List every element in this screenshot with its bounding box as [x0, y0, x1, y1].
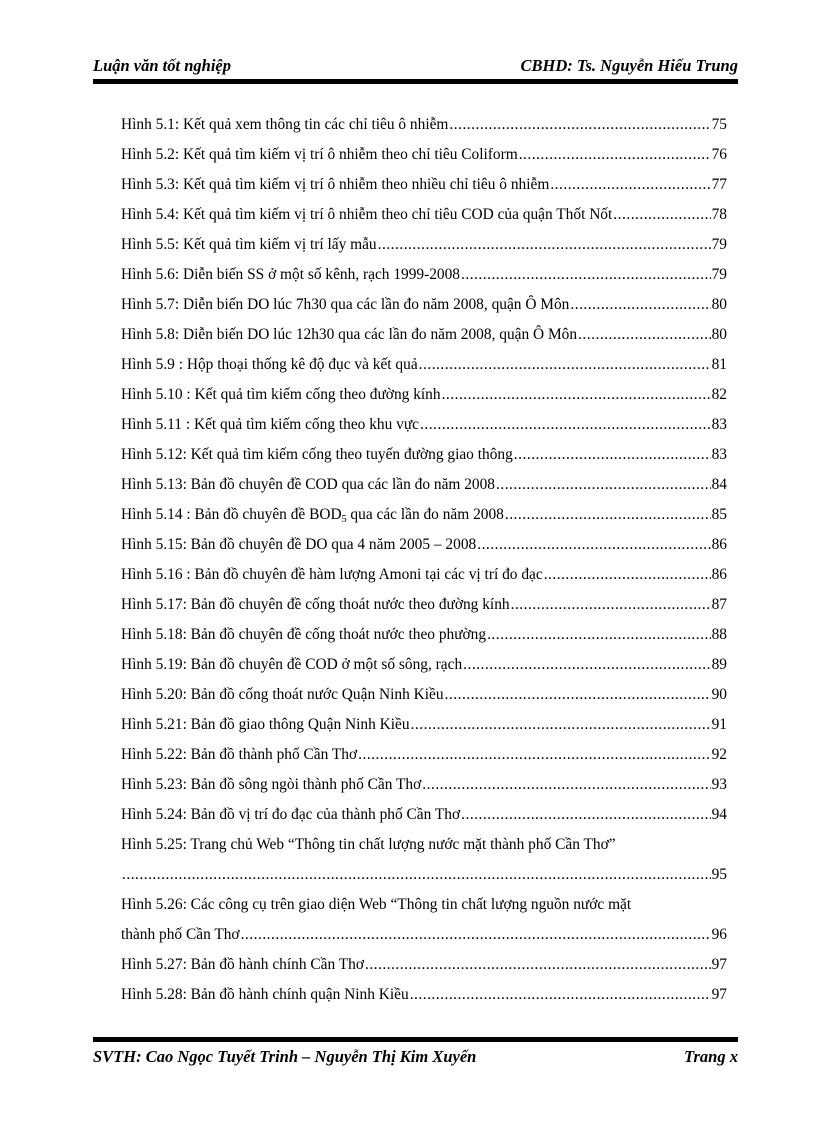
toc-entry [121, 650, 727, 680]
toc-entry-title [121, 620, 486, 650]
toc-entry [121, 800, 727, 830]
toc-entry [121, 770, 727, 800]
toc-entry-title [121, 470, 495, 500]
dot-leader [463, 650, 710, 680]
toc-entry-title-text: Hình 5.1: Kết quả xem thông tin các chỉ tiêu ô nhiễm [121, 116, 449, 133]
toc-entry [121, 290, 727, 320]
toc-entry-title [121, 680, 444, 710]
subscript: 5 [341, 514, 347, 525]
page-header [93, 56, 738, 78]
toc-entry-title [121, 710, 410, 740]
dot-leader [419, 350, 711, 380]
toc-entry-title-text: Hình 5.4: Kết quả tìm kiếm vị trí ô nhiễm theo chỉ tiêu COD của quận Thốt Nốt [121, 206, 613, 223]
toc-entry-page: 80 [711, 326, 727, 343]
dot-leader [550, 170, 710, 200]
header-advisor-label: CBHD: Ts. Nguyễn Hiếu Trung [520, 56, 738, 75]
toc-entry [121, 620, 727, 650]
toc-entry-title-text: Hình 5.12: Kết quả tìm kiếm cống theo tuyến đường giao thông [121, 446, 513, 463]
toc-entry-page: 97 [711, 956, 727, 973]
toc-entry-title-text: Hình 5.22: Bản đồ thành phố Cần Thơ [121, 746, 358, 763]
toc-entry-title-continued: thành phố Cần Thơ [121, 926, 240, 943]
toc-entry-title-text: Hình 5.17: Bản đồ chuyên đề cống thoát nước theo đường kính [121, 596, 510, 613]
toc-entry-title-text: Hình 5.8: Diễn biến DO lúc 12h30 qua các lần đo năm 2008, quận Ô Môn [121, 326, 578, 343]
dot-leader [122, 860, 711, 890]
toc-entry-page: 93 [711, 776, 727, 793]
toc-entry-page: 89 [711, 656, 727, 673]
dot-leader [544, 560, 711, 590]
toc-entry [121, 230, 727, 260]
toc-entry-title-text: Hình 5.16 : Bản đồ chuyên đề hàm lượng Amoni tại các vị trí đo đạc [121, 566, 543, 583]
toc-entry-title-text: Hình 5.10 : Kết quả tìm kiếm cống theo đường kính [121, 386, 441, 403]
toc-entry-page: 86 [711, 536, 727, 553]
toc-entry-title-text: Hình 5.20: Bản đồ cống thoát nước Quận Ninh Kiều [121, 686, 444, 703]
dot-leader [514, 440, 711, 470]
toc-entry [121, 500, 727, 530]
toc-entry-title [121, 410, 419, 440]
toc-entry-title-text: Hình 5.11 : Kết quả tìm kiếm cống theo khu vực [121, 416, 420, 433]
toc-entry-title [121, 350, 418, 380]
toc-entry [121, 710, 727, 740]
toc-entry [121, 950, 727, 980]
toc-entry [121, 110, 727, 140]
toc-entry-title-text: Hình 5.27: Bản đồ hành chính Cần Thơ [121, 956, 364, 973]
toc-entry-title-text: Hình 5.23: Bản đồ sông ngòi thành phố Cần Thơ [121, 776, 422, 793]
toc-entry-title [121, 170, 549, 200]
toc-entry-page: 85 [711, 506, 727, 523]
toc-entry-title [121, 110, 448, 140]
toc-entry-title-text: Hình 5.6: Diễn biến SS ở một số kênh, rạch 1999-2008 [121, 266, 461, 283]
toc-entry-title [121, 320, 577, 350]
toc-entry-title-text: Hình 5.24: Bản đồ vị trí đo đạc của thành phố Cần Thơ [121, 806, 461, 823]
toc-entry-title-text: Hình 5.13: Bản đồ chuyên đề COD qua các lần đo năm 2008 [121, 476, 495, 493]
toc-entry-title: Hình 5.25: Trang chủ Web “Thông tin chất lượng nước mặt thành phố Cần Thơ” [121, 836, 616, 853]
toc-entry-title [121, 290, 569, 320]
toc-entry [121, 410, 727, 440]
toc-entry-title [121, 140, 518, 170]
toc-entry-title [121, 800, 460, 830]
toc-entry-page: 79 [711, 236, 727, 253]
toc-entry-title [121, 590, 510, 620]
toc-entry-page: 92 [711, 746, 727, 763]
toc-entry-title [121, 230, 377, 260]
dot-leader [613, 200, 710, 230]
toc-entry-page: 96 [711, 926, 727, 943]
dot-leader [449, 110, 710, 140]
toc-entry-title [121, 740, 357, 770]
footer-page-number: Trang x [684, 1047, 738, 1066]
toc-entry-title: Hình 5.26: Các công cụ trên giao diện Web “Thông tin chất lượng nguồn nước mặt [121, 896, 632, 913]
toc-entry-page: 75 [711, 116, 727, 133]
dot-leader [570, 290, 710, 320]
list-of-figures [121, 110, 727, 1010]
toc-entry-page: 80 [711, 296, 727, 313]
toc-entry [121, 320, 727, 350]
dot-leader [378, 230, 711, 260]
footer-rule [93, 1037, 738, 1042]
toc-entry-title [121, 530, 476, 560]
toc-entry-title [121, 260, 460, 290]
toc-entry-title [121, 980, 409, 1010]
toc-entry-title-text: Hình 5.3: Kết quả tìm kiếm vị trí ô nhiễm theo nhiều chỉ tiêu ô nhiễm [121, 176, 550, 193]
toc-entry-title [121, 770, 421, 800]
toc-entry [121, 170, 727, 200]
toc-entry-page: 97 [711, 986, 727, 1003]
toc-entry [121, 260, 727, 290]
toc-entry-page: 83 [711, 416, 727, 433]
dot-leader [511, 590, 711, 620]
toc-entry [121, 200, 727, 230]
toc-entry-title-text: Hình 5.9 : Hộp thoại thống kê độ đục và kết quả [121, 356, 418, 373]
toc-entry-title-text-after: qua các lần đo năm 2008 [346, 506, 504, 523]
toc-entry [121, 830, 727, 890]
toc-entry-title-text: Hình 5.7: Diễn biến DO lúc 7h30 qua các lần đo năm 2008, quận Ô Môn [121, 296, 570, 313]
dot-leader [442, 380, 711, 410]
toc-entry-title-text: Hình 5.18: Bản đồ chuyên đề cống thoát nước theo phường [121, 626, 487, 643]
toc-entry [121, 680, 727, 710]
header-thesis-label: Luận văn tốt nghiệp [93, 56, 231, 75]
toc-entry [121, 890, 727, 950]
dot-leader [410, 980, 711, 1010]
toc-entry-page: 83 [711, 446, 727, 463]
toc-entry [121, 470, 727, 500]
toc-entry-title-text: Hình 5.5: Kết quả tìm kiếm vị trí lấy mẫu [121, 236, 377, 253]
dot-leader [358, 740, 710, 770]
toc-entry [121, 590, 727, 620]
dot-leader [461, 260, 711, 290]
toc-entry-title [121, 650, 462, 680]
toc-entry-page: 91 [711, 716, 727, 733]
toc-entry [121, 350, 727, 380]
toc-entry-title-text: Hình 5.19: Bản đồ chuyên đề COD ở một số sông, rạch [121, 656, 463, 673]
dot-leader [365, 950, 711, 980]
toc-entry-title [121, 440, 513, 470]
toc-entry [121, 140, 727, 170]
toc-entry-title [121, 200, 612, 230]
toc-entry-title [121, 500, 504, 530]
toc-entry-title [121, 380, 441, 410]
dot-leader [487, 620, 711, 650]
toc-entry-title [121, 950, 364, 980]
toc-entry-page: 90 [711, 686, 727, 703]
toc-entry [121, 740, 727, 770]
toc-entry [121, 380, 727, 410]
dot-leader [420, 410, 711, 440]
toc-entry-page: 82 [711, 386, 727, 403]
toc-entry [121, 560, 727, 590]
dot-leader [422, 770, 710, 800]
toc-entry-title-text: Hình 5.2: Kết quả tìm kiếm vị trí ô nhiễm theo chỉ tiêu Coliform [121, 146, 518, 163]
toc-entry-page: 88 [711, 626, 727, 643]
toc-entry-title-text: Hình 5.15: Bản đồ chuyên đề DO qua 4 năm 2005 – 2008 [121, 536, 477, 553]
dot-leader [445, 680, 711, 710]
dot-leader [505, 500, 711, 530]
toc-entry-page: 79 [711, 266, 727, 283]
dot-leader [578, 320, 711, 350]
toc-entry-page: 76 [711, 146, 727, 163]
dot-leader [411, 710, 711, 740]
toc-entry-page: 95 [711, 866, 727, 883]
dot-leader [461, 800, 710, 830]
toc-entry-page: 81 [711, 356, 727, 373]
dot-leader [241, 920, 711, 950]
footer-authors-label: SVTH: Cao Ngọc Tuyết Trinh – Nguyễn Thị Kim Xuyến [93, 1047, 477, 1066]
toc-entry-title-text: Hình 5.14 : Bản đồ chuyên đề BOD [121, 506, 342, 523]
toc-entry-page: 86 [711, 566, 727, 583]
toc-entry [121, 530, 727, 560]
page-footer [93, 1047, 738, 1069]
toc-entry-page: 87 [711, 596, 727, 613]
dot-leader [519, 140, 711, 170]
toc-entry-page: 77 [711, 176, 727, 193]
header-rule [93, 79, 738, 84]
toc-entry-title-text: Hình 5.28: Bản đồ hành chính quận Ninh Kiều [121, 986, 409, 1003]
toc-entry-page: 78 [711, 206, 727, 223]
toc-entry-title [121, 560, 543, 590]
toc-entry [121, 440, 727, 470]
dot-leader [496, 470, 711, 500]
toc-entry-page: 94 [711, 806, 727, 823]
dot-leader [477, 530, 710, 560]
toc-entry-page: 84 [711, 476, 727, 493]
toc-entry-title-text: Hình 5.21: Bản đồ giao thông Quận Ninh Kiều [121, 716, 410, 733]
toc-entry [121, 980, 727, 1010]
